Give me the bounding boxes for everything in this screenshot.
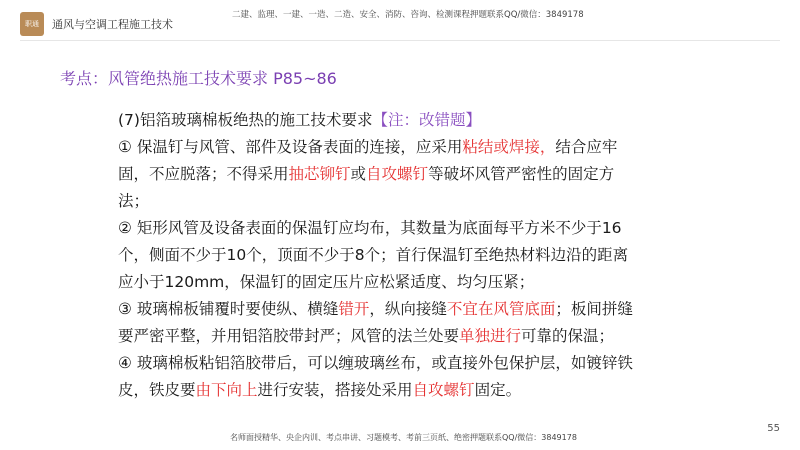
item-3-text-d: 可靠的保温； — [521, 327, 615, 345]
item-2 — [118, 215, 638, 296]
item-4-highlight-2: 自攻螺钉 — [412, 381, 475, 399]
item-1-text-d: 等破坏风管严密性的固定方法； — [118, 165, 615, 210]
item-3-highlight-1: 错开 — [338, 300, 370, 318]
item-4-text-c: 固定。 — [474, 381, 522, 399]
item-3-text-a: ③ 玻璃棉板铺覆时要使纵、横缝 — [118, 300, 339, 318]
heading-text: (7)铝箔玻璃棉板绝热的施工技术要求 — [118, 111, 373, 129]
item-3-highlight-3: 单独进行 — [459, 327, 522, 345]
item-1-text-b: 结合应牢固，不应脱落；不得采用 — [118, 138, 618, 183]
item-4-text-b: 进行安装，搭接处采用 — [257, 381, 413, 399]
item-1 — [118, 134, 638, 215]
item-3 — [118, 296, 638, 350]
item-4-text-a: ④ 玻璃棉板粘铝箔胶带后，可以缠玻璃丝布，或直接外包保护层，如镀锌铁皮，铁皮要 — [118, 354, 633, 399]
item-1-highlight-2: 抽芯铆钉 — [288, 165, 351, 183]
item-3-text-b: ，纵向接缝 — [369, 300, 447, 318]
item-1-text-c: 或 — [350, 165, 367, 183]
course-title: 通风与空调工程施工技术 — [52, 18, 173, 31]
paragraph-7-heading — [118, 107, 638, 134]
item-2-text: ② 矩形风管及设备表面的保温钉应均布，其数量为底面每平方米不少于16个，侧面不少于10个，顶面不少于8个；首行保温钉至绝热材料边沿的距离应小于120mm，保温钉的固定压片应松紧适度、均匀压紧； — [118, 219, 629, 291]
section-title: 考点：风管绝热施工技术要求 P85~86 — [60, 69, 337, 88]
item-4 — [118, 350, 638, 404]
header-divider — [20, 40, 780, 41]
page-number: 55 — [767, 423, 780, 434]
logo-icon: 职通 — [20, 12, 44, 36]
item-4-highlight-1: 由下向上 — [195, 381, 258, 399]
item-3-text-c: ；板间拼缝要严密平整，并用铝箔胶带封严；风管的法兰处要 — [118, 300, 633, 345]
item-3-highlight-2: 不宜在风管底面 — [446, 300, 556, 318]
item-1-highlight-3: 自攻螺钉 — [366, 165, 429, 183]
note-tag: 【注：改错题】 — [372, 111, 481, 129]
item-1-text-a: ① 保温钉与风管、部件及设备表面的连接，应采用 — [118, 138, 463, 156]
item-1-highlight-1: 粘结或焊接， — [462, 138, 556, 156]
top-notice: 二建、监理、一建、一造、二造、安全、消防、咨询、检测课程押题联系QQ/微信：3849178 — [232, 10, 584, 20]
content-body — [118, 107, 638, 404]
bottom-notice: 名师面授精华、央企内训、考点串讲、习题模考、考前三页纸、绝密押题联系QQ/微信：3849178 — [230, 433, 577, 442]
